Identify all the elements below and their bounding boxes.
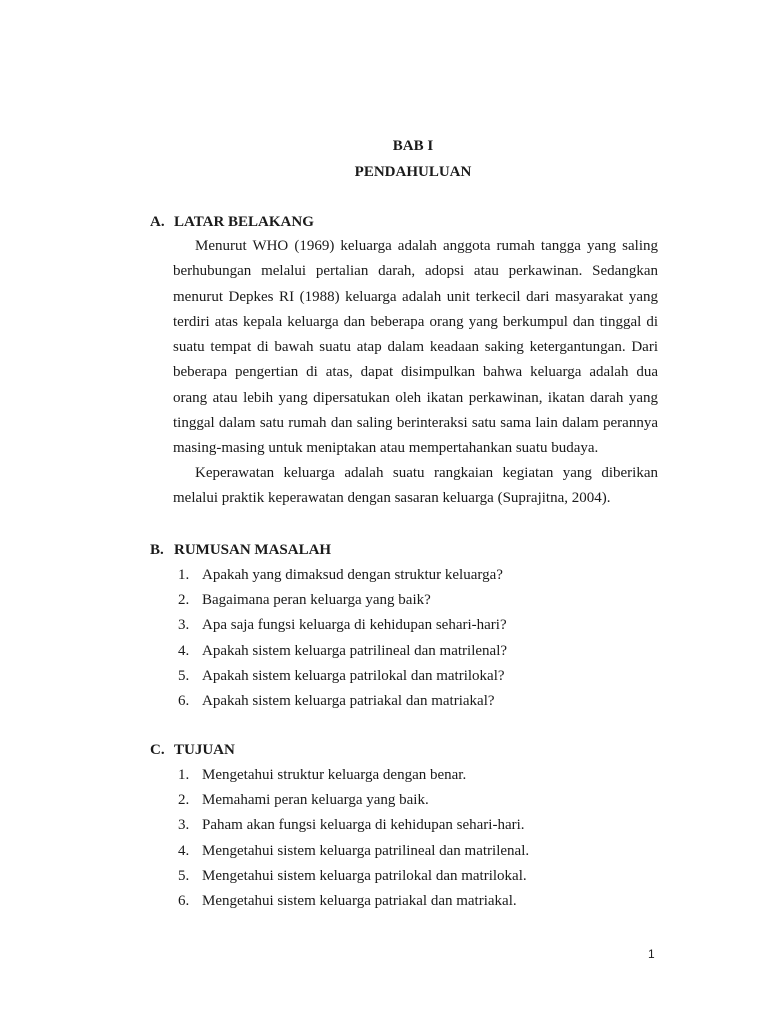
section-a-title: LATAR BELAKANG [174,214,314,230]
list-item [178,790,529,815]
list-number: 1. [178,567,190,583]
list-item [178,891,529,916]
paragraph-line: Menurut WHO (1969) keluarga adalah anggota rumah tangga yang saling [195,238,658,254]
section-c-heading [150,740,235,760]
section-a-paragraph-1 [173,234,658,462]
list-text: Mengetahui sistem keluarga patrilokal dan matrilokal. [202,867,527,884]
section-b-letter: B. [150,542,164,558]
list-item [178,815,529,840]
paragraph-line: orang atau lebih yang dipersatukan oleh ikatan perkawinan, ikatan darah yang [173,389,658,406]
list-number: 4. [178,642,190,659]
list-number: 3. [178,817,190,834]
list-text: Bagaimana peran keluarga yang baik? [202,592,431,609]
section-a-letter: A. [150,214,165,230]
list-item [178,666,507,691]
section-c-letter: C. [150,742,165,758]
list-number: 4. [178,842,190,859]
list-text: Mengetahui struktur keluarga dengan benar. [202,767,467,783]
paragraph-line: suatu tempat di bawah suatu atap dalam keadaan saking ketergantungan. Dari [173,339,658,356]
list-item [178,841,529,866]
list-item [178,691,507,716]
list-item [178,866,529,891]
list-number: 5. [178,867,190,884]
list-number: 2. [178,792,190,809]
list-text: Apakah yang dimaksud dengan struktur keluarga? [202,567,503,583]
list-text: Paham akan fungsi keluarga di kehidupan sehari-hari. [202,817,525,834]
list-item [178,765,529,790]
list-number: 1. [178,767,190,783]
section-a-heading [150,212,314,232]
section-b-list [178,565,507,716]
paragraph-line: terdiri atas kepala keluarga dan beberapa orang yang berkumpul dan tinggal di [173,313,658,330]
page-number: 1 [648,947,655,961]
list-number: 3. [178,617,190,634]
list-number: 6. [178,892,190,909]
section-c-title: TUJUAN [174,742,235,758]
list-text: Mengetahui sistem keluarga patrilineal dan matrilenal. [202,842,530,859]
list-item [178,590,507,615]
paragraph-line: melalui praktik keperawatan dengan sasaran keluarga (Suprajitna, 2004). [173,490,611,507]
list-number: 6. [178,692,190,709]
list-number: 2. [178,592,190,609]
section-a-paragraph-2 [173,461,658,512]
list-text: Mengetahui sistem keluarga patriakal dan matriakal. [202,892,517,909]
paragraph-line: tinggal dalam satu rumah dan saling berinteraksi satu sama lain dalam perannya [173,415,658,432]
list-item [178,615,507,640]
chapter-number: BAB I [392,138,434,154]
list-text: Apakah sistem keluarga patrilineal dan matrilenal? [202,642,508,659]
section-c-list [178,765,529,916]
section-b-heading [150,540,331,560]
paragraph-line: menurut Depkes RI (1988) keluarga adalah unit terkecil dari masyarakat yang [173,288,658,305]
paragraph-line: beberapa pengertian di atas, dapat disimpulkan bahwa keluarga adalah dua [173,364,658,381]
list-number: 5. [178,667,190,684]
list-item [178,565,507,590]
list-text: Memahami peran keluarga yang baik. [202,792,429,809]
list-text: Apakah sistem keluarga patriakal dan matriakal? [202,692,495,709]
list-text: Apakah sistem keluarga patrilokal dan matrilokal? [202,667,505,684]
chapter-title: PENDAHULUAN [354,164,472,180]
paragraph-line: masing-masing untuk meniptakan atau mempertahankan suatu budaya. [173,440,599,457]
section-b-title: RUMUSAN MASALAH [174,542,332,558]
list-text: Apa saja fungsi keluarga di kehidupan sehari-hari? [202,617,507,634]
list-item [178,641,507,666]
paragraph-line: berhubungan melalui pertalian darah, adopsi atau perkawinan. Sedangkan [173,263,658,280]
paragraph-line: Keperawatan keluarga adalah suatu rangkaian kegiatan yang diberikan [195,465,658,481]
